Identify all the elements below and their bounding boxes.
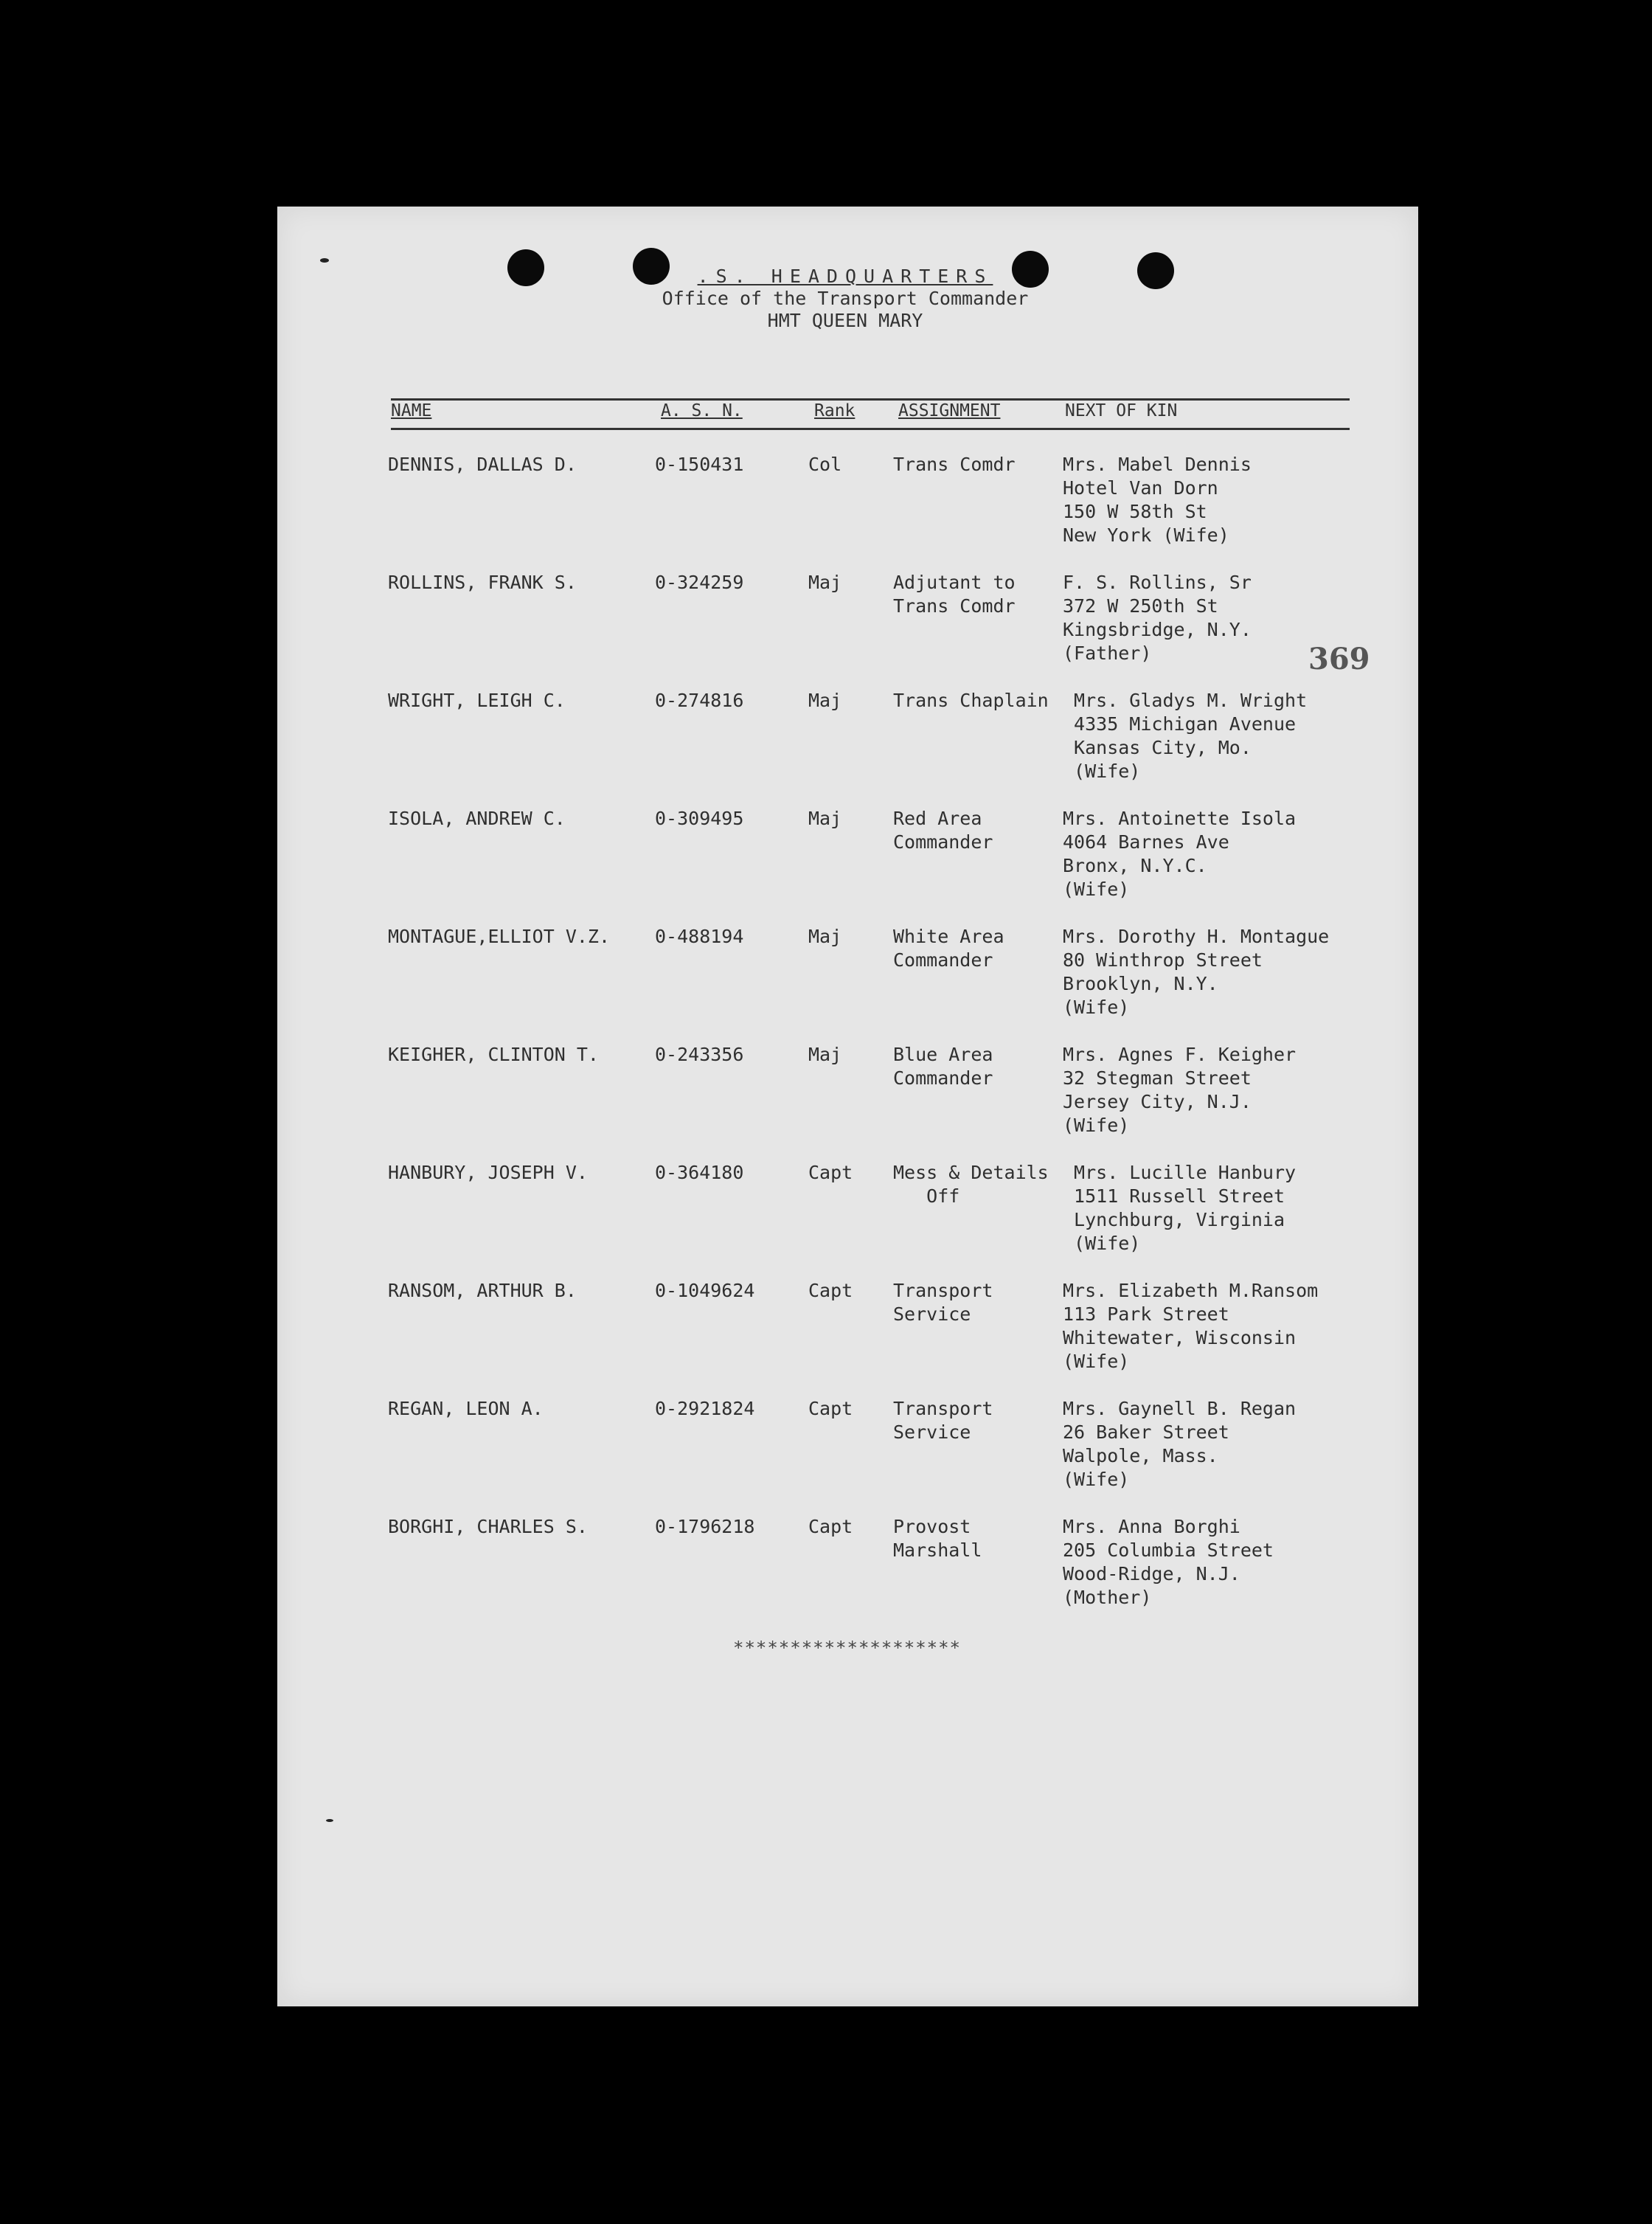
table-row <box>277 1043 1418 1154</box>
name-cell: MONTAGUE,ELLIOT V.Z. <box>388 926 611 947</box>
asn-cell: 0-243356 <box>655 1044 744 1065</box>
assignment-cell: Provost Marshall <box>893 1516 982 1561</box>
kin-cell: Mrs. Elizabeth M.Ransom 113 Park Street Whitewater, Wisconsin (Wife) <box>1063 1280 1319 1372</box>
name-cell: DENNIS, DALLAS D. <box>388 454 577 475</box>
assignment-cell: Transport Service <box>893 1280 993 1325</box>
rank-cell: Maj <box>808 808 842 829</box>
name-cell: REGAN, LEON A. <box>388 1398 544 1419</box>
rank-cell: Capt <box>808 1398 853 1419</box>
document-page <box>277 207 1418 2006</box>
rank-cell: Maj <box>808 1044 842 1065</box>
assignment-cell: Blue Area Commander <box>893 1044 993 1089</box>
kin-cell: Mrs. Anna Borghi 205 Columbia Street Wood-Ridge, N.J. (Mother) <box>1063 1516 1274 1608</box>
table-row <box>277 1279 1418 1390</box>
kin-cell: Mrs. Agnes F. Keigher 32 Stegman Street Jersey City, N.J. (Wife) <box>1063 1044 1297 1136</box>
assignment-cell: Transport Service <box>893 1398 993 1443</box>
kin-cell: Mrs. Mabel Dennis Hotel Van Dorn 150 W 58th St New York (Wife) <box>1063 454 1252 546</box>
col-rank-header: Rank <box>814 401 856 420</box>
asn-cell: 0-309495 <box>655 808 744 829</box>
kin-cell: Mrs. Lucille Hanbury 1511 Russell Street Lynchburg, Virginia (Wife) <box>1074 1162 1297 1254</box>
rank-cell: Capt <box>808 1162 853 1183</box>
page-number: 369 <box>1308 642 1370 676</box>
asn-cell: 0-2921824 <box>655 1398 755 1419</box>
name-cell: KEIGHER, CLINTON T. <box>388 1044 599 1065</box>
asn-cell: 0-1049624 <box>655 1280 755 1301</box>
asn-cell: 0-1796218 <box>655 1516 755 1537</box>
header-title: .S. HEADQUARTERS <box>697 266 993 287</box>
speck-mark <box>320 258 329 263</box>
col-assignment-header: ASSIGNMENT <box>898 401 1001 420</box>
rank-cell: Maj <box>808 926 842 947</box>
table-row <box>277 1161 1418 1272</box>
header-rule-top <box>391 398 1350 401</box>
header-ship: HMT QUEEN MARY <box>767 310 923 331</box>
asn-cell: 0-364180 <box>655 1162 744 1183</box>
asn-cell: 0-150431 <box>655 454 744 475</box>
rank-cell: Capt <box>808 1516 853 1537</box>
rank-cell: Col <box>808 454 842 475</box>
col-asn-header: A. S. N. <box>661 401 743 420</box>
speck-mark <box>326 1819 333 1822</box>
name-cell: WRIGHT, LEIGH C. <box>388 690 566 711</box>
asn-cell: 0-324259 <box>655 572 744 593</box>
asn-cell: 0-488194 <box>655 926 744 947</box>
assignment-cell: Trans Chaplain <box>893 690 1049 711</box>
document-header <box>572 266 1118 332</box>
name-cell: ISOLA, ANDREW C. <box>388 808 566 829</box>
name-cell: ROLLINS, FRANK S. <box>388 572 577 593</box>
table-row <box>277 1515 1418 1626</box>
name-cell: BORGHI, CHARLES S. <box>388 1516 588 1537</box>
assignment-cell: White Area Commander <box>893 926 1004 971</box>
footer-stars: ******************** <box>733 1638 961 1658</box>
header-rule-bottom <box>391 428 1350 430</box>
assignment-cell: Adjutant to Trans Comdr <box>893 572 1016 617</box>
table-row <box>277 807 1418 918</box>
col-name-header: NAME <box>391 401 432 420</box>
col-kin-header: NEXT OF KIN <box>1065 401 1178 420</box>
kin-cell: F. S. Rollins, Sr 372 W 250th St Kingsbridge, N.Y. (Father) <box>1063 572 1252 664</box>
kin-cell: Mrs. Antoinette Isola 4064 Barnes Ave Bronx, N.Y.C. (Wife) <box>1063 808 1297 900</box>
name-cell: HANBURY, JOSEPH V. <box>388 1162 588 1183</box>
rank-cell: Maj <box>808 690 842 711</box>
table-row <box>277 571 1418 682</box>
kin-cell: Mrs. Gaynell B. Regan 26 Baker Street Walpole, Mass. (Wife) <box>1063 1398 1297 1490</box>
kin-cell: Mrs. Dorothy H. Montague 80 Winthrop Street Brooklyn, N.Y. (Wife) <box>1063 926 1330 1018</box>
assignment-cell: Mess & Details Off <box>893 1162 1049 1207</box>
table-row <box>277 925 1418 1036</box>
punch-hole <box>1137 252 1174 289</box>
kin-cell: Mrs. Gladys M. Wright 4335 Michigan Avenue Kansas City, Mo. (Wife) <box>1074 690 1308 782</box>
punch-hole <box>507 249 544 286</box>
assignment-cell: Red Area Commander <box>893 808 993 853</box>
rank-cell: Maj <box>808 572 842 593</box>
asn-cell: 0-274816 <box>655 690 744 711</box>
header-subtitle: Office of the Transport Commander <box>662 288 1029 309</box>
rank-cell: Capt <box>808 1280 853 1301</box>
name-cell: RANSOM, ARTHUR B. <box>388 1280 577 1301</box>
assignment-cell: Trans Comdr <box>893 454 1016 475</box>
table-row <box>277 453 1418 564</box>
table-row <box>277 1397 1418 1508</box>
table-row <box>277 689 1418 800</box>
